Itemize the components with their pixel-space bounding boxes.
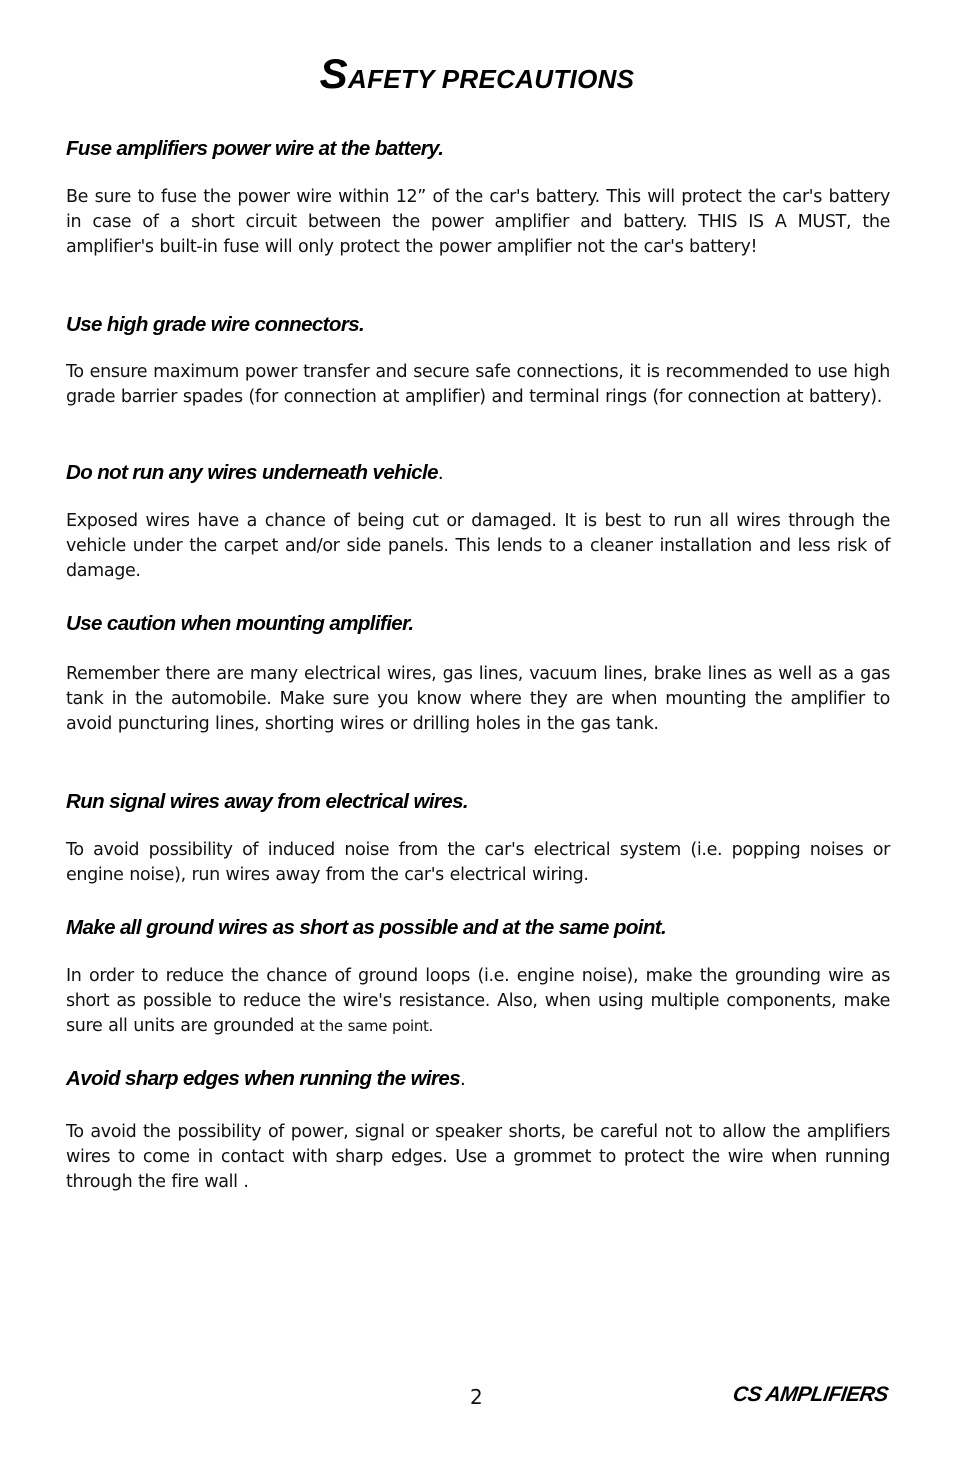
section-underneath	[66, 461, 890, 584]
section-signal-wires	[66, 790, 890, 888]
heading-period: .	[437, 461, 443, 484]
section-fuse	[66, 137, 890, 260]
section-heading: Use high grade wire connectors.	[66, 313, 365, 336]
section-body: Be sure to fuse the power wire within 12” of the car's battery. This will protect the car's battery in case of a short circuit between the power amplifier and battery. THIS IS A MUST, the amplifier's built-in fuse will only protect the power amplifier not the car's battery!	[66, 187, 890, 257]
section-heading	[66, 461, 890, 485]
section-sharp-edges	[66, 1067, 890, 1195]
section-body: To ensure maximum power transfer and secure safe connections, it is recommended to use high grade barrier spades (for connection at amplifier) and terminal rings (for connection at battery).	[66, 362, 890, 407]
brand-logo: CS AMPLIFIERS	[731, 1383, 890, 1406]
section-heading	[66, 1067, 890, 1091]
section-body: To avoid possibility of induced noise from the car's electrical system (i.e. popping noises or engine noise), run wires away from the car's electrical wiring.	[66, 840, 890, 885]
title-initial: S	[319, 50, 348, 97]
section-body	[66, 964, 890, 1039]
section-body: Exposed wires have a chance of being cut or damaged. It is best to run all wires through the vehicle under the carpet and/or side panels. This lends to a cleaner installation and less risk of damage.	[66, 511, 890, 581]
section-heading: Use caution when mounting amplifier.	[66, 612, 414, 635]
body-text: In order to reduce the chance of ground loops (i.e. engine noise), make the grounding wire as short as possible to reduce the wire's resistance. Also, when using multiple components, make sure all units are grounded	[66, 966, 890, 1036]
section-heading: Fuse amplifiers power wire at the battery.	[66, 137, 444, 160]
section-mounting	[66, 612, 890, 737]
body-small-text: at the same point.	[299, 1017, 433, 1035]
section-heading: Make all ground wires as short as possible and at the same point.	[66, 916, 667, 939]
title-rest: AFETY PRECAUTIONS	[348, 64, 635, 94]
page-title	[0, 50, 954, 98]
section-body: To avoid the possibility of power, signal or speaker shorts, be careful not to allow the amplifiers wires to come in contact with sharp edges. Use a grommet to protect the wire when running through the fire wall .	[66, 1122, 890, 1192]
section-ground-wires	[66, 916, 890, 1039]
section-body: Remember there are many electrical wires, gas lines, vacuum lines, brake lines as well as a gas tank in the automobile. Make sure you know where they are when mounting the amplifier to avoid puncturing lines, shorting wires or drilling holes in the gas tank.	[66, 664, 890, 734]
heading-period: .	[460, 1067, 466, 1090]
heading-text: Avoid sharp edges when running the wires	[66, 1067, 461, 1090]
section-heading: Run signal wires away from electrical wires.	[66, 790, 468, 813]
page-number: 2	[470, 1385, 483, 1409]
section-connectors	[66, 313, 890, 410]
heading-text: Do not run any wires underneath vehicle	[66, 461, 438, 484]
